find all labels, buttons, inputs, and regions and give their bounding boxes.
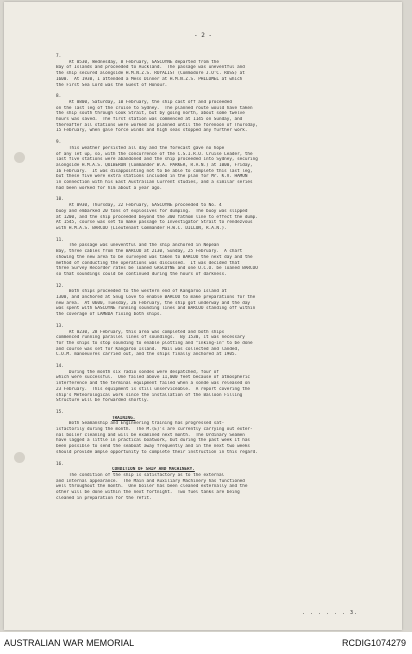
text-line: 15 February, when gale force winds and high seas stopped any further work. (56, 128, 248, 134)
document-page (4, 2, 402, 630)
paragraph-number: 10. (56, 197, 64, 203)
text-line: been possible to send the seaboat away frequently and in the next two weeks (56, 444, 251, 450)
paragraph (56, 364, 376, 404)
paragraph-number: 13. (56, 323, 64, 329)
paragraph-number: 11. (56, 237, 64, 243)
section-heading: TRAINING. (112, 415, 136, 421)
text-line: alongside H.M.A.S. QUIBERON (Commander W.A. PARKER, R.A.N.) at 1000, Friday, (56, 162, 253, 168)
text-line: which were successful. One failed above 11,000 feet because of atmospheric (56, 375, 251, 381)
paragraph-number: 14. (56, 364, 64, 370)
text-line: the coverage of LAMBDA fixing both ships. (56, 312, 163, 318)
text-line: nal boiler cleaning and will be examined next month. The Ordinary Seamen (56, 432, 245, 438)
text-line: and course was set for Kangaroo Island. Mail was collected and landed, (56, 346, 240, 352)
text-line: have lagged a little in practical boatwork, but during the past week it has (56, 438, 251, 444)
text-line: The passage was uneventful and the ship anchored in Nepean (56, 243, 219, 249)
paragraph-number: 8. (56, 94, 62, 100)
text-line: with H.M.A.S. BARCOO (Lieutenant Commander H.W.C. DILLON, R.A.N.). (56, 225, 227, 231)
text-line: This weather persisted all day and the forecast gave no hope (56, 145, 225, 151)
text-line: three Survey Recorder rates be loaned GASCOYNE and one U.C.O. be loaned BARCOO (56, 266, 258, 272)
paragraph-number: 7. (56, 54, 62, 59)
text-line: Bay, three cables from the BARCOO at 2130, Sunday, 25 February. A chart (56, 249, 243, 255)
paragraph (56, 284, 376, 318)
punch-hole (14, 152, 25, 163)
archive-reference: RCDIG1074279 (341, 638, 406, 648)
text-line: C.O.M. manoeuvres carried out, and the ships finally anchored at 1905. (56, 352, 238, 358)
paragraph (56, 238, 376, 278)
text-line: At 0230, 28 February, this area was completed and both ships (56, 329, 225, 335)
text-line: hours was saved. The first station was commenced at 1145 on Sunday, and (56, 117, 243, 123)
paragraph (56, 54, 376, 88)
text-line: At 0800, Saturday, 10 February, the ship cast off and proceeded (56, 99, 232, 105)
text-line: Both ships proceeded to the western end of Kangaroo Island at (56, 289, 227, 295)
text-line: 1300, and anchored at Snug Cove to enable BARCOO to make preparations for the (56, 295, 256, 301)
text-line: 1600. At 1930, I attended a Mess Dinner at H.M.N.Z.S. PHILOMEL at which (56, 76, 243, 82)
text-line: 16 February. It was disappointing not to be able to complete this last leg, (56, 168, 253, 174)
text-line: commenced running parallel lines of soundings. By 1530, it was necessary (56, 335, 245, 341)
text-line: the ship secured alongside H.M.N.Z.S. ROYALIST (Commodore J.O'C. ROSS) at (56, 71, 245, 77)
text-line: for the ships to stop sounding to enable plotting and "inking-in" to be done (56, 340, 253, 346)
text-line: interference and the terminal equipment failed when a sonde was released on (56, 381, 251, 387)
paragraph-number: 12. (56, 283, 64, 289)
text-line: cleaned in preparation for the refit. (56, 495, 152, 501)
text-line: thereafter all stations were worked as planned until the forenoon of Thursday, (56, 122, 258, 128)
text-line: should provide ample opportunity to complete their instruction in this regard. (56, 449, 258, 455)
text-line: other will be done within the next fortnight. Two fuel tanks are being (56, 490, 240, 496)
archive-caption (0, 632, 412, 654)
text-line: Bay of Islands and proceeded to Auckland. The passage was uneventful and (56, 65, 245, 71)
paragraph-number: 9. (56, 140, 62, 146)
text-line: the First Sea Lord was the Guest of Honour. (56, 82, 168, 88)
paragraph (56, 410, 376, 456)
text-line: was spent with GASCOYNE running sounding lines and BARCOO standing off within (56, 306, 256, 312)
paragraph (56, 462, 376, 502)
text-line: well throughout the month. One boiler has been cleaned externally and the (56, 484, 248, 490)
report-body (56, 54, 376, 508)
text-line: at 1200, and the ship proceeded beyond the 300 fathom line to effect the dump. (56, 214, 258, 220)
text-line: so that soundings could be continued during the hours of darkness. (56, 271, 227, 277)
text-line: but these five were extra stations included in the plan for Mr. K.V. HAMON (56, 174, 248, 180)
text-line: showing the new area to be surveyed was taken to BARCOO the next day and the (56, 254, 253, 260)
text-line: At 0530, Wednesday, 8 February, GASCOYNE departed from the (56, 59, 219, 65)
text-line: During the month six radio sondes were despatched, four of (56, 369, 219, 375)
text-line: the ship south through Cook Strait, but by going north, about some twelve (56, 111, 245, 117)
paragraph (56, 197, 376, 231)
text-line: ship's Meteorological work since the installation of the Balloon Filling (56, 392, 243, 398)
text-line: At 0930, Thursday, 22 February, GASCOYNE proceeded to No. 4 (56, 203, 222, 209)
text-line: 23 February. This equipment is still unserviceable. A report covering the (56, 386, 251, 392)
text-line: on the last leg of the cruise to Sydney. The planned route would have taken (56, 105, 253, 111)
text-line: had been worked for him about a year ago. (56, 185, 163, 191)
text-line: buoy and embarked 20 tons of explosives for dumping. The buoy was slipped (56, 208, 248, 214)
text-line: last five stations were abandoned and the ship proceeded into Sydney, securing (56, 157, 258, 163)
text-line: new area. At 0600, Tuesday, 26 February, the ship got underway and the day (56, 300, 251, 306)
text-line: At 1545, course was set to make passage to Investigator Strait to rendezvous (56, 220, 253, 226)
text-line: Both Seamanship and Engineering training has progressed sat- (56, 421, 225, 427)
archive-name: AUSTRALIAN WAR MEMORIAL (4, 638, 135, 648)
text-line: method of conducting the operations was discussed. It was decided that (56, 260, 240, 266)
text-line: of any let up, so, with the concurrence of the C.S.I.R.O. Cruise Leader, the (56, 151, 253, 157)
text-line: and internal appearance. The Main and Auxiliary Machinery has functioned (56, 478, 245, 484)
paragraph-number: 15. (56, 409, 64, 415)
continuation-marker: . . . . . . 3. (301, 610, 358, 616)
paragraph (56, 94, 376, 134)
section-heading: CONDITION OF SHIP AND MACHINERY. (112, 467, 195, 473)
page-number: - 2 - (193, 32, 213, 39)
text-line: in connection with his East Australian Current studies, and a similar series (56, 180, 253, 186)
paragraph (56, 324, 376, 358)
punch-hole (14, 452, 25, 463)
text-line: Structure will be forwarded shortly. (56, 398, 150, 404)
paragraph (56, 140, 376, 191)
text-line: The condition of the ship is satisfactory as to the external (56, 473, 225, 478)
paragraph-number: 16. (56, 461, 64, 467)
text-line: isfactorily during the month. The M.(E)'s are currently carrying out exter- (56, 427, 253, 433)
